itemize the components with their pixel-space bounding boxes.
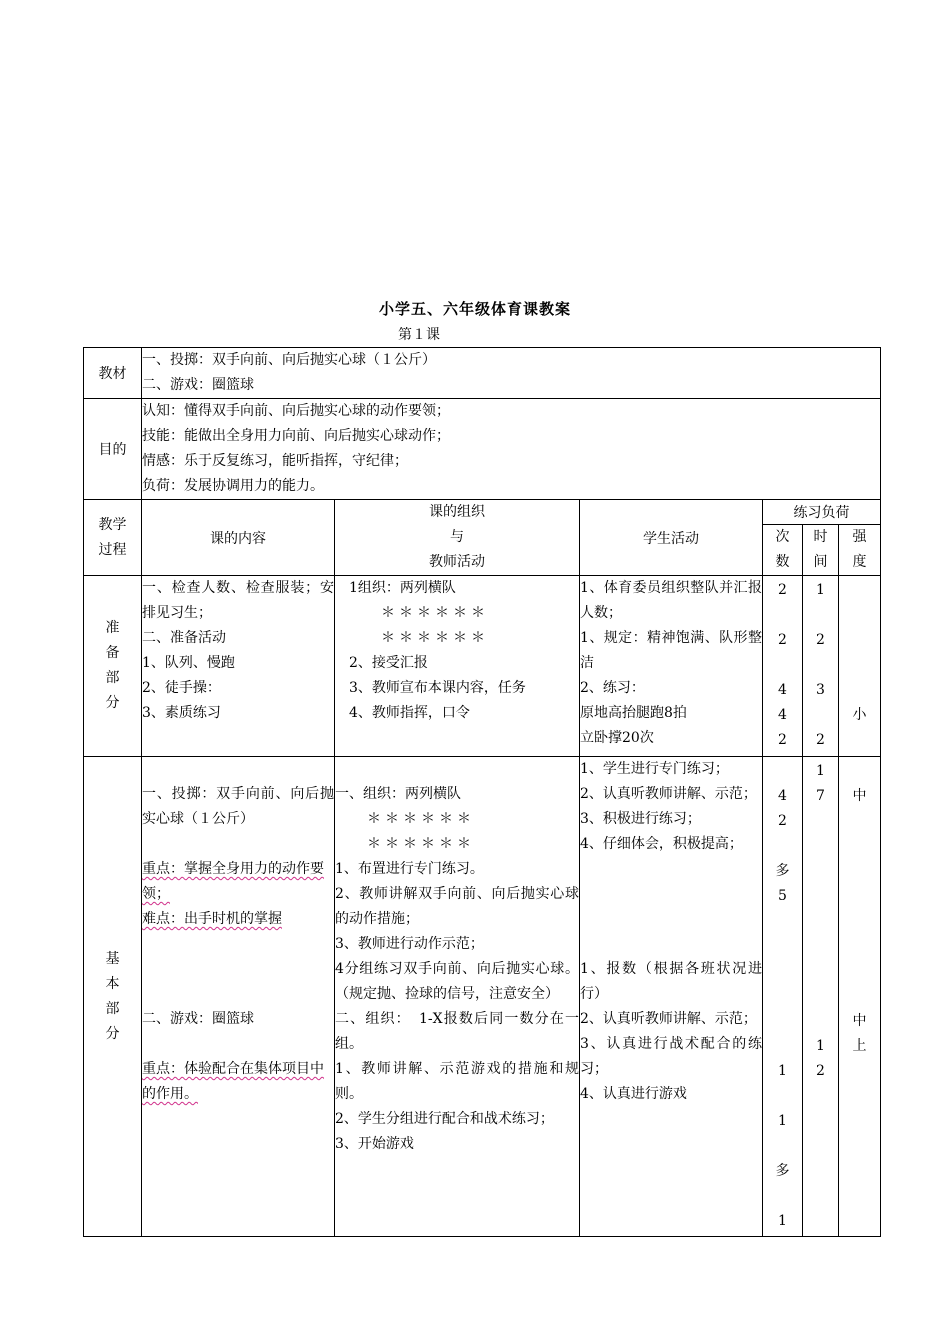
material-line: 一、投掷：双手向前、向后抛实心球（１公斤） — [142, 352, 436, 368]
material-content — [142, 348, 881, 399]
basic-student: 1、学生进行专门练习； 2、认真听教师讲解、示范； 3、积极进行练习； 4、仔细体会，积极提高； 1、报数（根据各班状况进行） 2、认真听教师讲解、示范； 3、认真进行战术配合的练习； 4、认真进行游戏 — [580, 757, 763, 1237]
header-intensity: 强度 — [839, 525, 881, 576]
formation-stars: ＊＊＊＊＊＊ — [381, 605, 489, 621]
purpose-line: 负荷：发展协调用力的能力。 — [142, 478, 324, 494]
header-time: 时间 — [803, 525, 839, 576]
lesson-number: 第１课 — [398, 327, 440, 343]
purpose-label: 目的 — [84, 399, 142, 500]
formation-stars: ＊＊＊＊＊＊ — [381, 630, 489, 646]
basic-counts: 4 2 多 5 1 1 多 1 — [763, 757, 803, 1237]
header-content: 课的内容 — [142, 500, 335, 576]
prep-counts: 2 2 4 4 2 — [763, 576, 803, 757]
header-load: 练习负荷 — [763, 500, 881, 525]
material-line: 二、游戏：圈篮球 — [142, 377, 254, 393]
key-point-a: 重点：掌握全身用力的动作要领； — [142, 861, 324, 902]
basic-label: 基本部分 — [84, 757, 142, 1237]
material-label: 教材 — [84, 348, 142, 399]
prep-content: 一、检查人数、检查服装；安排见习生； 二、准备活动 1、队列、慢跑 2、徒手操： 3、素质练习 — [142, 576, 335, 757]
basic-organization: 一、组织：两列横队 ＊＊＊＊＊＊ ＊＊＊＊＊＊ 1、布置进行专门练习。 2、教师讲解双手向前、向后抛实心球的动作措施； 3、教师进行动作示范； 4分组练习双手向前、向后抛实心球。（规定抛、捡球的信号，注意安全） 二、组织： 1-X报数后同一数分在一组。 1、教师讲解、示范游戏的措施和规则。 2、学生分组进行配合和战术练习； 3、开始游戏 — [335, 757, 580, 1237]
purpose-row — [84, 399, 881, 500]
prep-label: 准备部分 — [84, 576, 142, 757]
header-row — [84, 500, 881, 525]
basic-intensity: 中 中上 — [839, 757, 881, 1237]
material-row — [84, 348, 881, 399]
basic-content: 一、投掷：双手向前、向后抛实心球（１公斤） 重点：掌握全身用力的动作要领； 难点：出手时机的掌握 二、游戏：圈篮球 重点：体验配合在集体项目中的作用。 — [142, 757, 335, 1237]
formation-stars: ＊＊＊＊＊＊ — [367, 811, 475, 827]
page-title: 小学五、六年级体育课教案 — [378, 300, 571, 318]
difficulty-a: 难点：出手时机的掌握 — [142, 911, 282, 927]
prep-intensity: 小 — [839, 576, 881, 757]
lesson-plan-table — [83, 347, 881, 1237]
prep-row — [84, 576, 881, 757]
purpose-line: 情感：乐于反复练习，能听指挥，守纪律； — [142, 453, 408, 469]
prep-student: 1、体育委员组织整队并汇报人数； 1、规定：精神饱满、队形整洁 2、练习： 原地高抬腿跑8拍 立卧撑20次 — [580, 576, 763, 757]
basic-row — [84, 757, 881, 1237]
header-process: 教学过程 — [84, 500, 142, 576]
prep-times: 1 2 3 2 — [803, 576, 839, 757]
header-organization: 课的组织 与 教师活动 — [335, 500, 580, 576]
formation-stars: ＊＊＊＊＊＊ — [367, 836, 475, 852]
header-student: 学生活动 — [580, 500, 763, 576]
purpose-line: 认知：懂得双手向前、向后抛实心球的动作要领； — [142, 403, 450, 419]
purpose-content — [142, 399, 881, 500]
basic-times: 1 7 1 2 — [803, 757, 839, 1237]
key-point-b: 重点：体验配合在集体项目中的作用。 — [142, 1061, 324, 1102]
prep-organization: 1组织：两列横队 ＊＊＊＊＊＊ ＊＊＊＊＊＊ 2、接受汇报 3、教师宣布本课内容，任务 4、教师指挥，口令 — [335, 576, 580, 757]
purpose-line: 技能：能做出全身用力向前、向后抛实心球动作； — [142, 428, 450, 444]
header-count: 次数 — [763, 525, 803, 576]
